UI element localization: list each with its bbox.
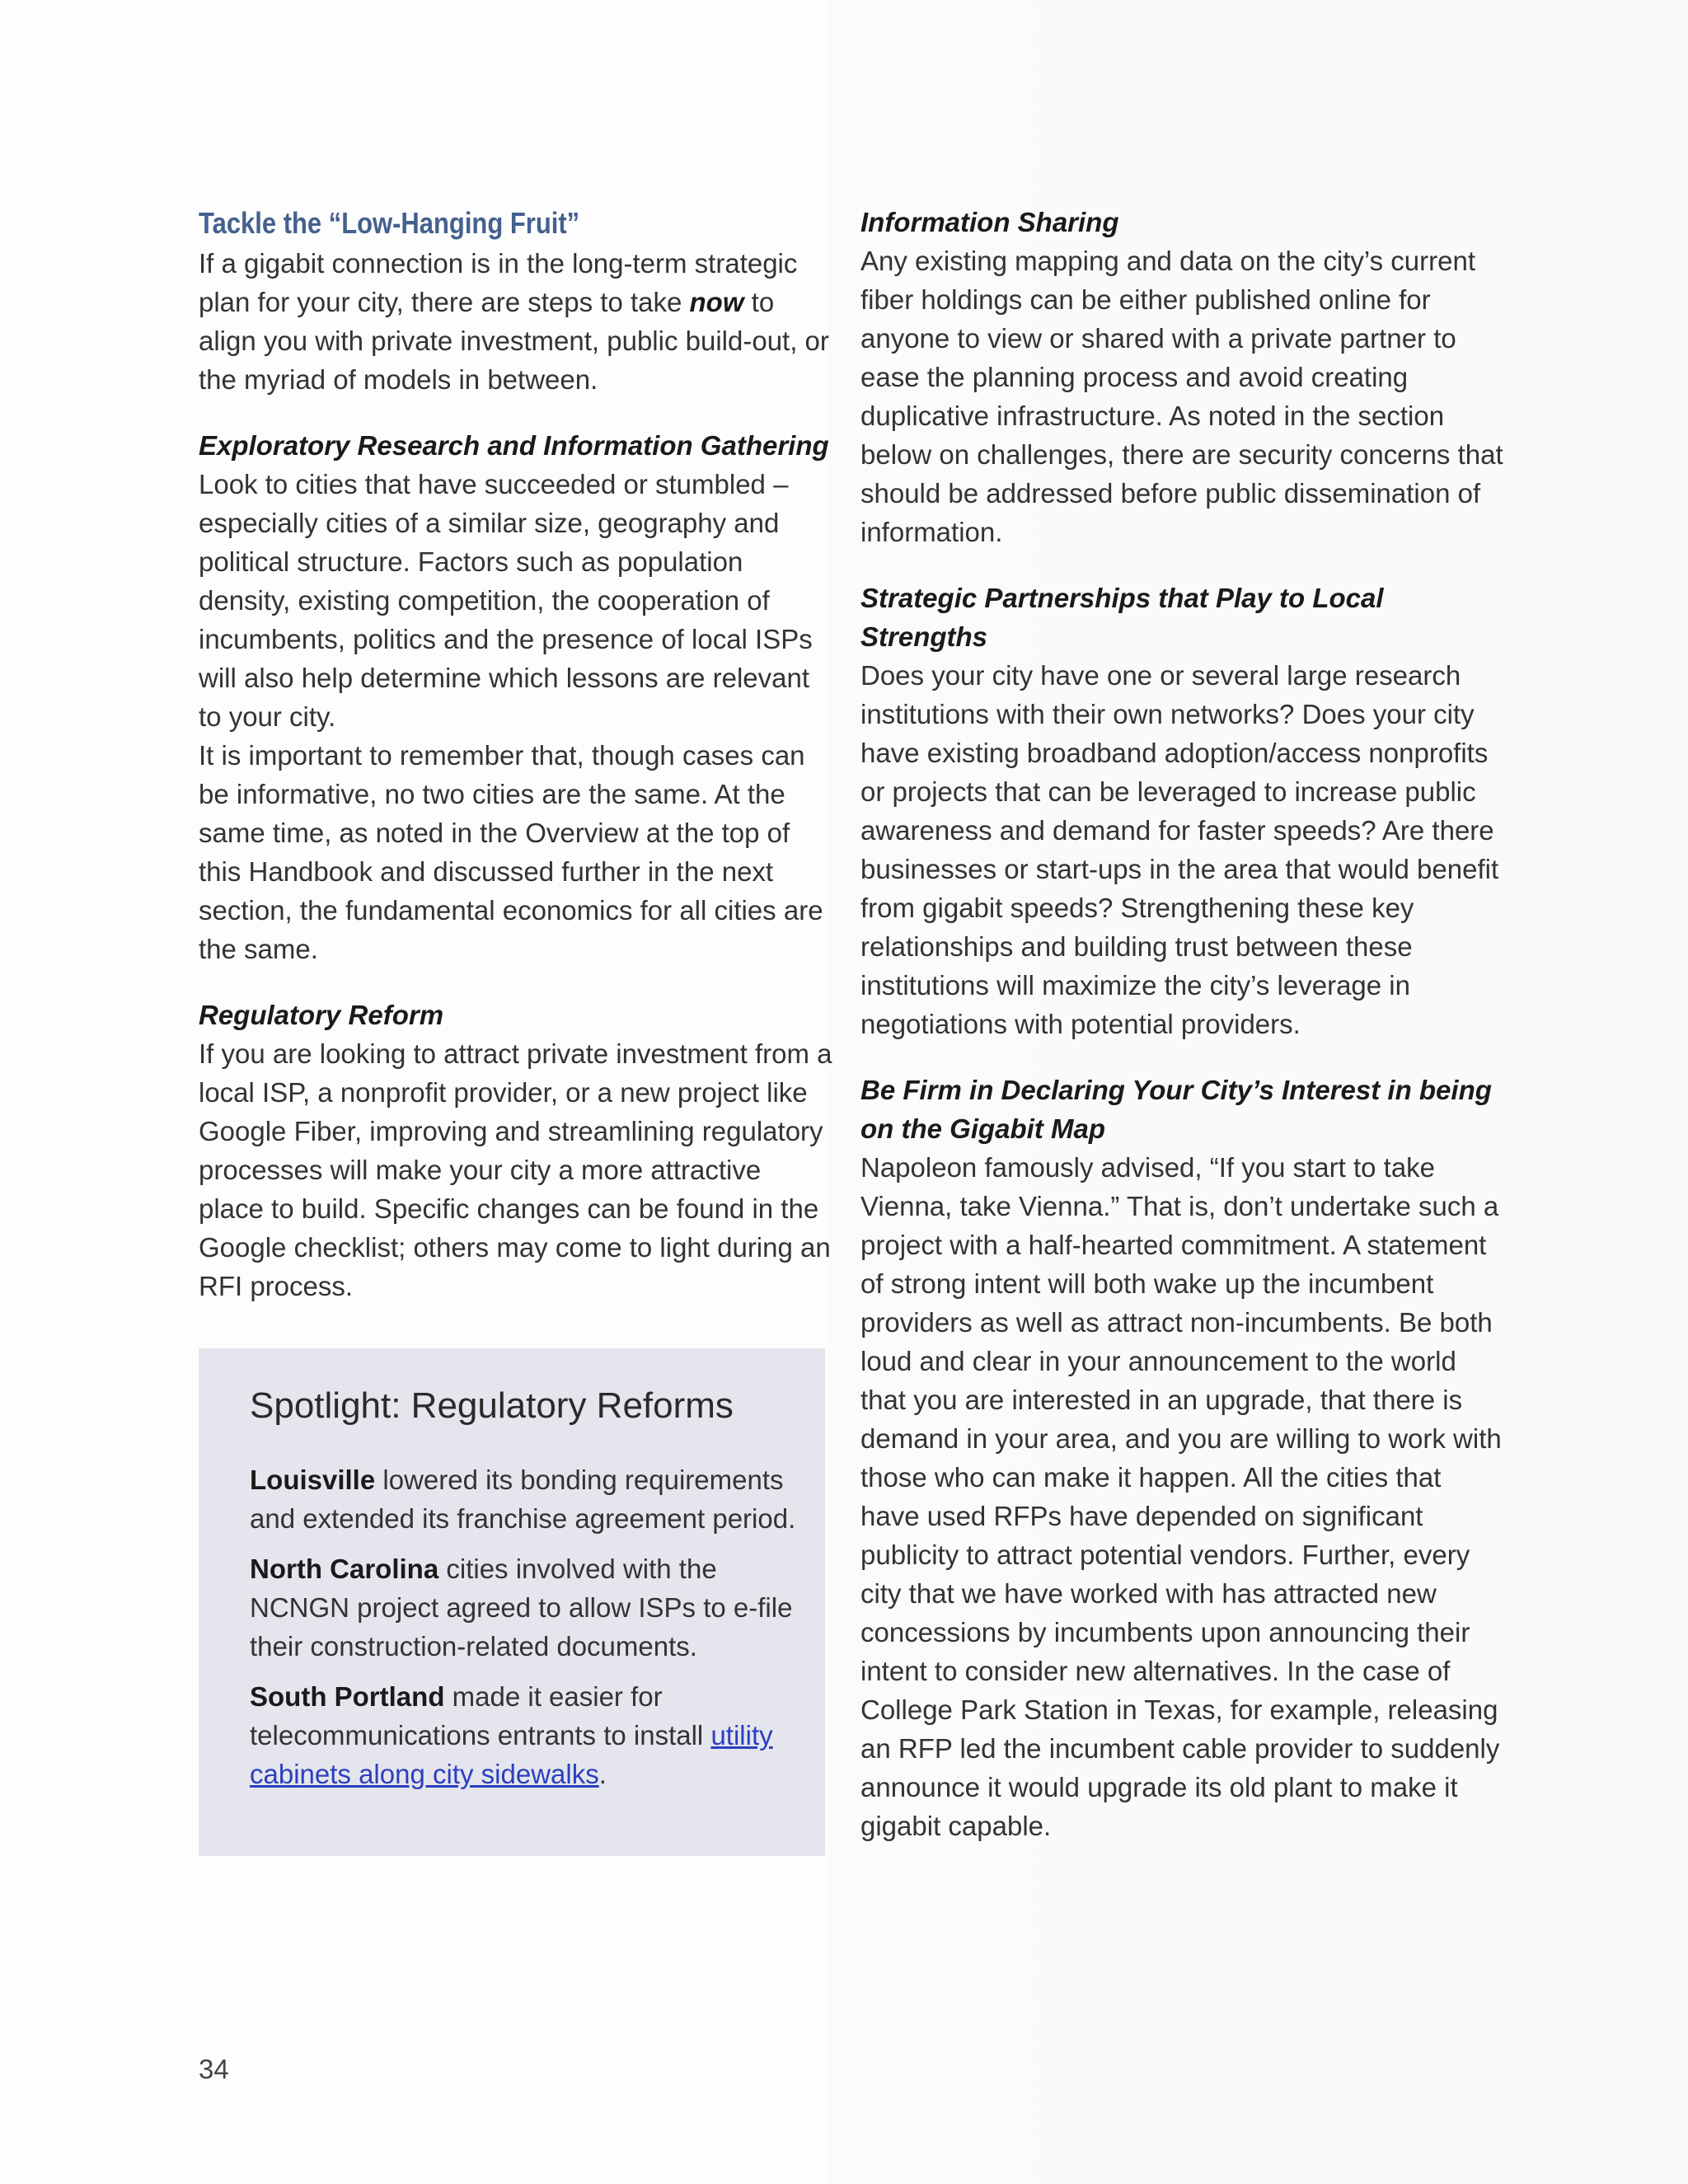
regulatory-heading: Regulatory Reform bbox=[199, 1000, 444, 1030]
intro-text-1: If a gigabit connection is in the long-term strategic plan for your city, there are steps to take bbox=[199, 248, 798, 317]
intro-emphasis: now bbox=[689, 287, 744, 317]
spotlight-box bbox=[199, 1348, 825, 1856]
spotlight-item-city: North Carolina bbox=[250, 1554, 439, 1584]
intro-text-2: to align you with private investment, public build-out, or the myriad of models in between. bbox=[199, 287, 829, 395]
spotlight-title: Spotlight: Regulatory Reforms bbox=[250, 1385, 734, 1426]
section-title: Tackle the “Low-Hanging Fruit” bbox=[199, 206, 580, 240]
info-sharing-heading: Information Sharing bbox=[860, 207, 1119, 237]
spotlight-item-north-carolina bbox=[250, 1549, 810, 1666]
page-number: 34 bbox=[199, 2054, 229, 2084]
spotlight-item-city: South Portland bbox=[250, 1681, 445, 1712]
research-heading: Exploratory Research and Information Gathering bbox=[199, 430, 829, 461]
be-firm-paragraph: Napoleon famously advised, “If you start to take Vienna, take Vienna.” That is, don’t undertake such a project with a half-hearted commitment. A statement of strong intent will both wake up the incumbent providers as well as attract non-incumbents. Be both loud and clear in your announcement to the world that you are interested in an upgrade, that there is demand in your area, and you are willing to work with those who can make it happen. All the cities that have used RFPs have depended on significant publicity to attract potential vendors. Further, every city that we have worked with has attracted new concessions by incumbents upon announcing their intent to consider new alternatives. In the case of College Park Station in Texas, for example, releasing an RFP led the incumbent cable provider to suddenly announce it would upgrade its old plant to make it gigabit capable. bbox=[860, 1152, 1502, 1841]
partnerships-paragraph: Does your city have one or several large research institutions with their own networks? Does your city have existing broadband adoption/access nonprofits or projects that can be leveraged to increase public awareness and demand for faster speeds? Are there businesses or start-ups in the area that would benefit from gigabit speeds? Strengthening these key relationships and building trust between these institutions will maximize the city’s leverage in negotiations with potential providers. bbox=[860, 660, 1499, 1039]
spotlight-item-louisville bbox=[250, 1460, 810, 1538]
left-column bbox=[199, 203, 833, 1305]
be-firm-heading: Be Firm in Declaring Your City’s Interest in being on the Gigabit Map bbox=[860, 1075, 1492, 1144]
partnerships-heading: Strategic Partnerships that Play to Local Strengths bbox=[860, 583, 1384, 652]
utility-cabinets-link[interactable]: utility cabinets along city sidewalks bbox=[250, 1720, 773, 1789]
info-sharing-paragraph: Any existing mapping and data on the city’s current fiber holdings can be either published online for anyone to view or shared with a private partner to ease the planning process and avoid creating duplicative infrastructure. As noted in the section below on challenges, there are security concerns that should be addressed before public dissemination of information. bbox=[860, 246, 1503, 547]
research-paragraph-1: Look to cities that have succeeded or stumbled – especially cities of a similar size, geography and political structure. Factors such as population density, existing competition, the cooperation of incumbents, politics and the presence of local ISPs will also help determine which lessons are relevant to your city. bbox=[199, 469, 813, 732]
spotlight-item-text: lowered its bonding requirements and extended its franchise agreement period. bbox=[250, 1465, 796, 1534]
spotlight-item-text: made it easier for telecommunications entrants to install bbox=[250, 1681, 711, 1750]
spotlight-item-text: cities involved with the NCNGN project agreed to allow ISPs to e-file their construction-related documents. bbox=[250, 1554, 793, 1661]
research-paragraph-2: It is important to remember that, though cases can be informative, no two cities are the same. At the same time, as noted in the Overview at the top of this Handbook and discussed further in the next section, the fundamental economics for all cities are the same. bbox=[199, 740, 823, 964]
spotlight-item-south-portland bbox=[250, 1677, 810, 1793]
spotlight-item-city: Louisville bbox=[250, 1465, 376, 1495]
spotlight-item-punct: . bbox=[598, 1759, 607, 1789]
right-column bbox=[860, 203, 1503, 1845]
intro-paragraph bbox=[199, 244, 833, 399]
regulatory-paragraph: If you are looking to attract private investment from a local ISP, a nonprofit provider, or a new project like Google Fiber, improving and streamlining regulatory processes will make your city a more attractive place to build. Specific changes can be found in the Google checklist; others may come to light during an RFI process. bbox=[199, 1038, 832, 1301]
